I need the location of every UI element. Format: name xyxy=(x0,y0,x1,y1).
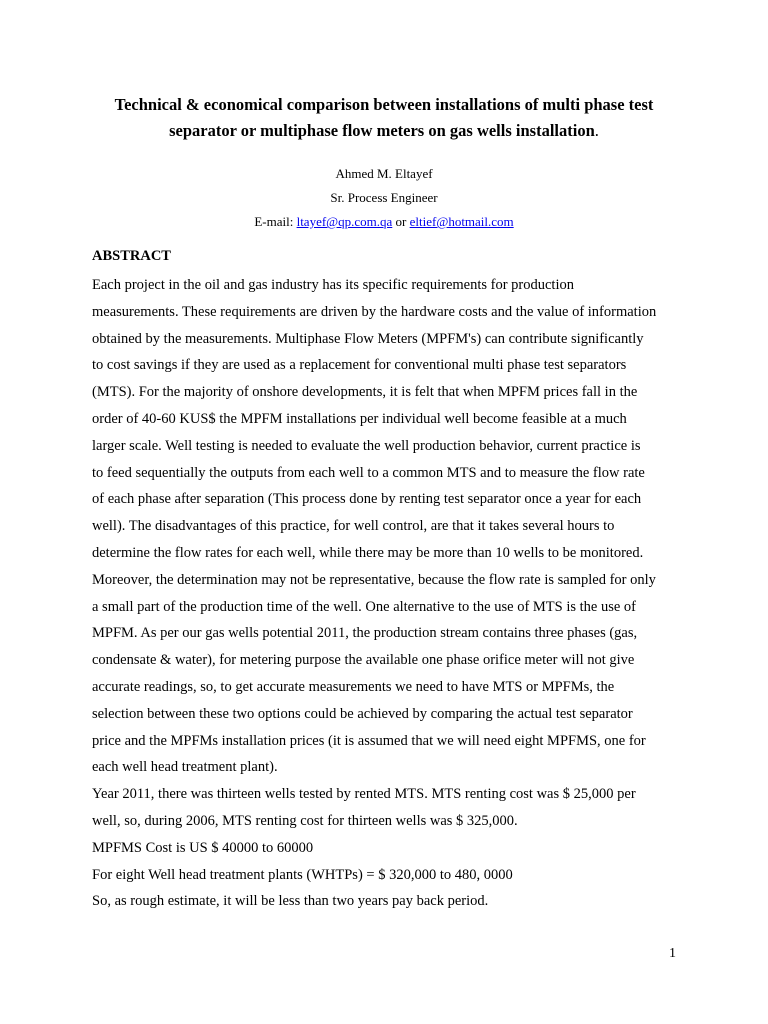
abstract-line: So, as rough estimate, it will be less than two years pay back period. xyxy=(92,893,489,910)
paper-title-line-2 xyxy=(80,118,688,144)
abstract-line: selection between these two options could be achieved by comparing the actual test separator xyxy=(92,705,633,722)
paper-title xyxy=(80,92,688,144)
abstract-line: determine the flow rates for each well, while there may be more than 10 wells to be monitored. xyxy=(92,544,644,561)
abstract-line: a small part of the production time of the well. One alternative to the use of MTS is the use of xyxy=(92,598,637,615)
author-name: Ahmed M. Eltayef xyxy=(335,166,433,181)
paper-title-line-2-text: separator or multiphase flow meters on gas wells installation xyxy=(169,121,595,140)
paper-title-period: . xyxy=(594,121,599,140)
abstract-line: (MTS). For the majority of onshore developments, it is felt that when MPFM prices fall in the xyxy=(92,384,638,401)
abstract-line: MPFM. As per our gas wells potential 2011, the production stream contains three phases (gas, xyxy=(92,625,638,642)
author-email-line xyxy=(0,210,768,234)
page-number: 1 xyxy=(669,946,676,961)
email-link-1[interactable]: ltayef@qp.com.qa xyxy=(296,214,393,229)
abstract-line: condensate & water), for metering purpose the available one phase orifice meter will not give xyxy=(92,652,635,669)
abstract-line: price and the MPFMs installation prices (it is assumed that we will need eight MPFMS, one for xyxy=(92,732,646,749)
email-label: E-mail: xyxy=(254,214,297,229)
abstract-line: Each project in the oil and gas industry has its specific requirements for production xyxy=(92,277,574,293)
abstract-body xyxy=(92,272,692,915)
abstract-line: MPFMS Cost is US $ 40000 to 60000 xyxy=(92,839,314,856)
abstract-line: For eight Well head treatment plants (WHTPs) = $ 320,000 to 480, 0000 xyxy=(92,866,513,883)
email-separator: or xyxy=(392,214,410,229)
abstract-line: Moreover, the determination may not be representative, because the flow rate is sampled for only xyxy=(92,571,656,588)
author-position: Sr. Process Engineer xyxy=(330,190,438,205)
abstract-line: well). The disadvantages of this practice, for well control, are that it takes several hours to xyxy=(92,518,615,535)
paper-title-line-1: Technical & economical comparison between installations of multi phase test xyxy=(114,95,654,114)
author-block xyxy=(0,162,768,234)
abstract-line: each well head treatment plant). xyxy=(92,759,278,776)
abstract-line: of each phase after separation (This process done by renting test separator once a year for each xyxy=(92,491,642,508)
email-link-2[interactable]: eltief@hotmail.com xyxy=(409,214,514,229)
abstract-line: Year 2011, there was thirteen wells tested by rented MTS. MTS renting cost was $ 25,000 per xyxy=(92,786,636,803)
abstract-line: accurate readings, so, to get accurate measurements we need to have MTS or MPFMs, the xyxy=(92,678,615,695)
abstract-line: order of 40-60 KUS$ the MPFM installations per individual well become feasible at a much xyxy=(92,410,627,427)
abstract-heading: ABSTRACT xyxy=(92,248,171,264)
abstract-line: measurements. These requirements are driven by the hardware costs and the value of information xyxy=(92,303,657,320)
abstract-line: obtained by the measurements. Multiphase Flow Meters (MPFM's) can contribute significantly xyxy=(92,330,644,347)
abstract-line: well, so, during 2006, MTS renting cost for thirteen wells was $ 325,000. xyxy=(92,812,518,829)
abstract-line: to cost savings if they are used as a replacement for conventional multi phase test separators xyxy=(92,357,627,374)
abstract-line: larger scale. Well testing is needed to evaluate the well production behavior, current practice is xyxy=(92,437,641,454)
abstract-line: to feed sequentially the outputs from each well to a common MTS and to measure the flow rate xyxy=(92,464,645,481)
